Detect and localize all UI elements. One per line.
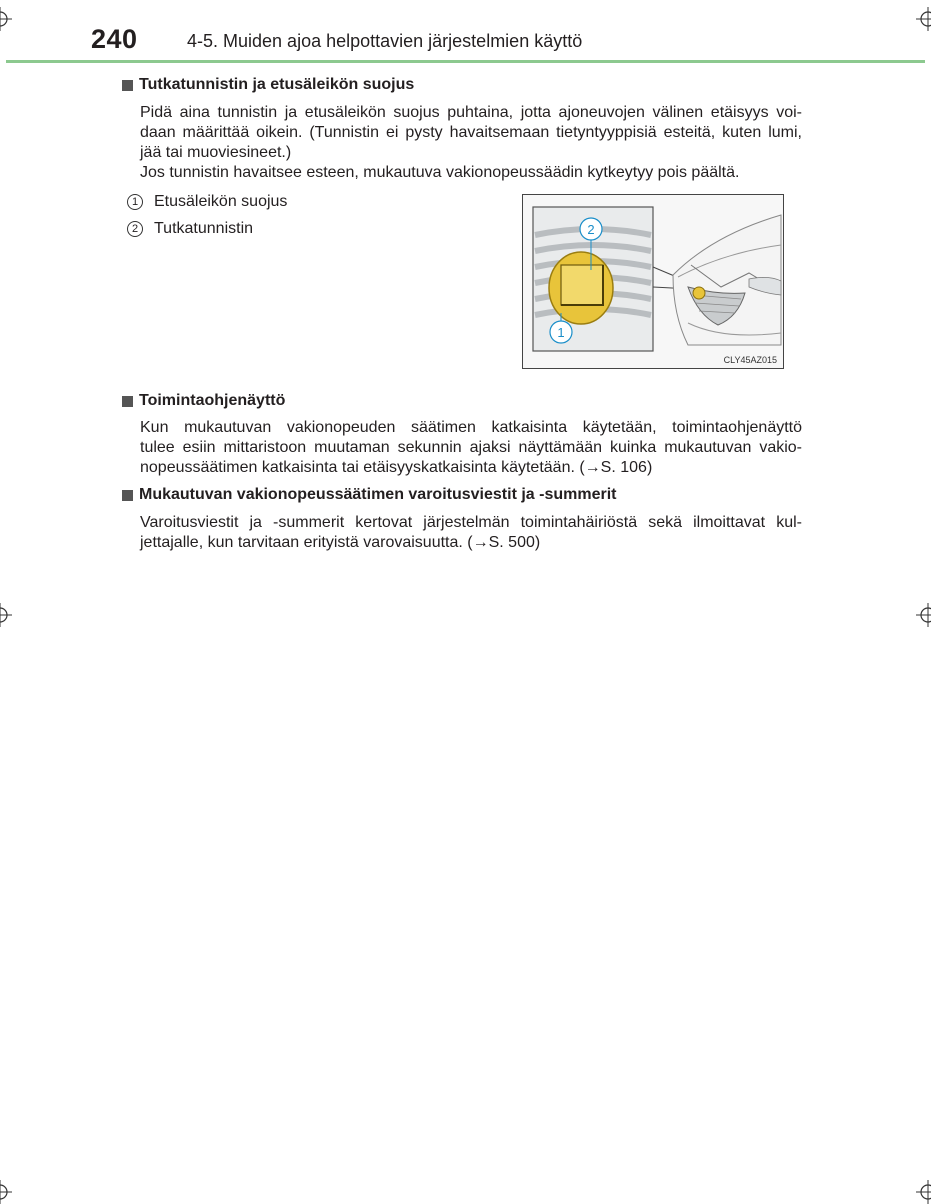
section-heading-warnings (122, 486, 616, 504)
body-line: Pidä aina tunnistin ja etusäleikön suojus puhtaina, jotta ajoneuvojen välinen etäisyys voi- (140, 104, 802, 121)
figure-marker-2: 2 (587, 222, 595, 237)
callout-label: Etusäleikön suojus (154, 193, 288, 210)
section-heading-guide-display (122, 392, 285, 410)
body-line: tulee esiin mittaristoon muutaman sekunnin ajaksi näyttämään kuinka mukautuvan vakio- (140, 439, 802, 456)
header-rule (6, 60, 925, 63)
chapter-title: 4-5. Muiden ajoa helpottavien järjestelmien käyttö (187, 31, 583, 51)
body-line: jettajalle, kun tarvitaan erityistä varovaisuutta. (→S. 500) (140, 534, 541, 551)
car-front-grille-image (523, 195, 783, 368)
registration-mark-top-right (916, 7, 931, 31)
section-heading-sensor-cover (122, 76, 414, 94)
sensor-illustration (522, 194, 784, 369)
callout-label: Tutkatunnistin (154, 220, 254, 237)
section-body-sensor-cover (140, 103, 802, 183)
bullet-square-icon (122, 80, 133, 91)
bullet-square-icon (122, 490, 133, 501)
section-heading-text: Tutkatunnistin ja etusäleikön suojus (139, 76, 415, 93)
body-line: jää tai muoviesineet.) (140, 144, 292, 161)
figure-code: CLY45AZ015 (723, 355, 777, 365)
section-body-warnings (140, 513, 802, 553)
registration-mark-bottom-left (0, 1180, 12, 1204)
bullet-square-icon (122, 396, 133, 407)
figure-marker-1: 1 (557, 325, 565, 340)
section-body-guide-display (140, 418, 802, 478)
registration-mark-middle-left (0, 603, 12, 627)
section-heading-text: Mukautuvan vakionopeussäätimen varoitusviestit ja -summerit (139, 486, 617, 503)
body-line: Varoitusviestit ja -summerit kertovat järjestelmän toimintahäiriöstä sekä ilmoittavat kul- (140, 514, 802, 531)
registration-mark-middle-right (916, 603, 931, 627)
body-line: Jos tunnistin havaitsee esteen, mukautuva vakionopeussäädin kytkeytyy pois päältä. (140, 164, 740, 181)
registration-mark-bottom-right (916, 1180, 931, 1204)
callout-number: 2 (127, 221, 143, 237)
body-line: nopeussäätimen katkaisinta tai etäisyyskatkaisinta käytetään. (→S. 106) (140, 459, 653, 476)
body-line: daan määrittää oikein. (Tunnistin ei pysty havaitsemaan tietyntyyppisiä esteitä, kuten lumi, (140, 124, 802, 141)
callout-item-2 (127, 220, 253, 238)
section-heading-text: Toimintaohjenäyttö (139, 392, 286, 409)
body-line: Kun mukautuvan vakionopeuden säätimen katkaisinta käytetään, toimintaohjenäyttö (140, 419, 802, 436)
callout-number: 1 (127, 194, 143, 210)
page-number: 240 (91, 24, 138, 54)
callout-item-1 (127, 193, 287, 211)
registration-mark-top-left (0, 7, 12, 31)
